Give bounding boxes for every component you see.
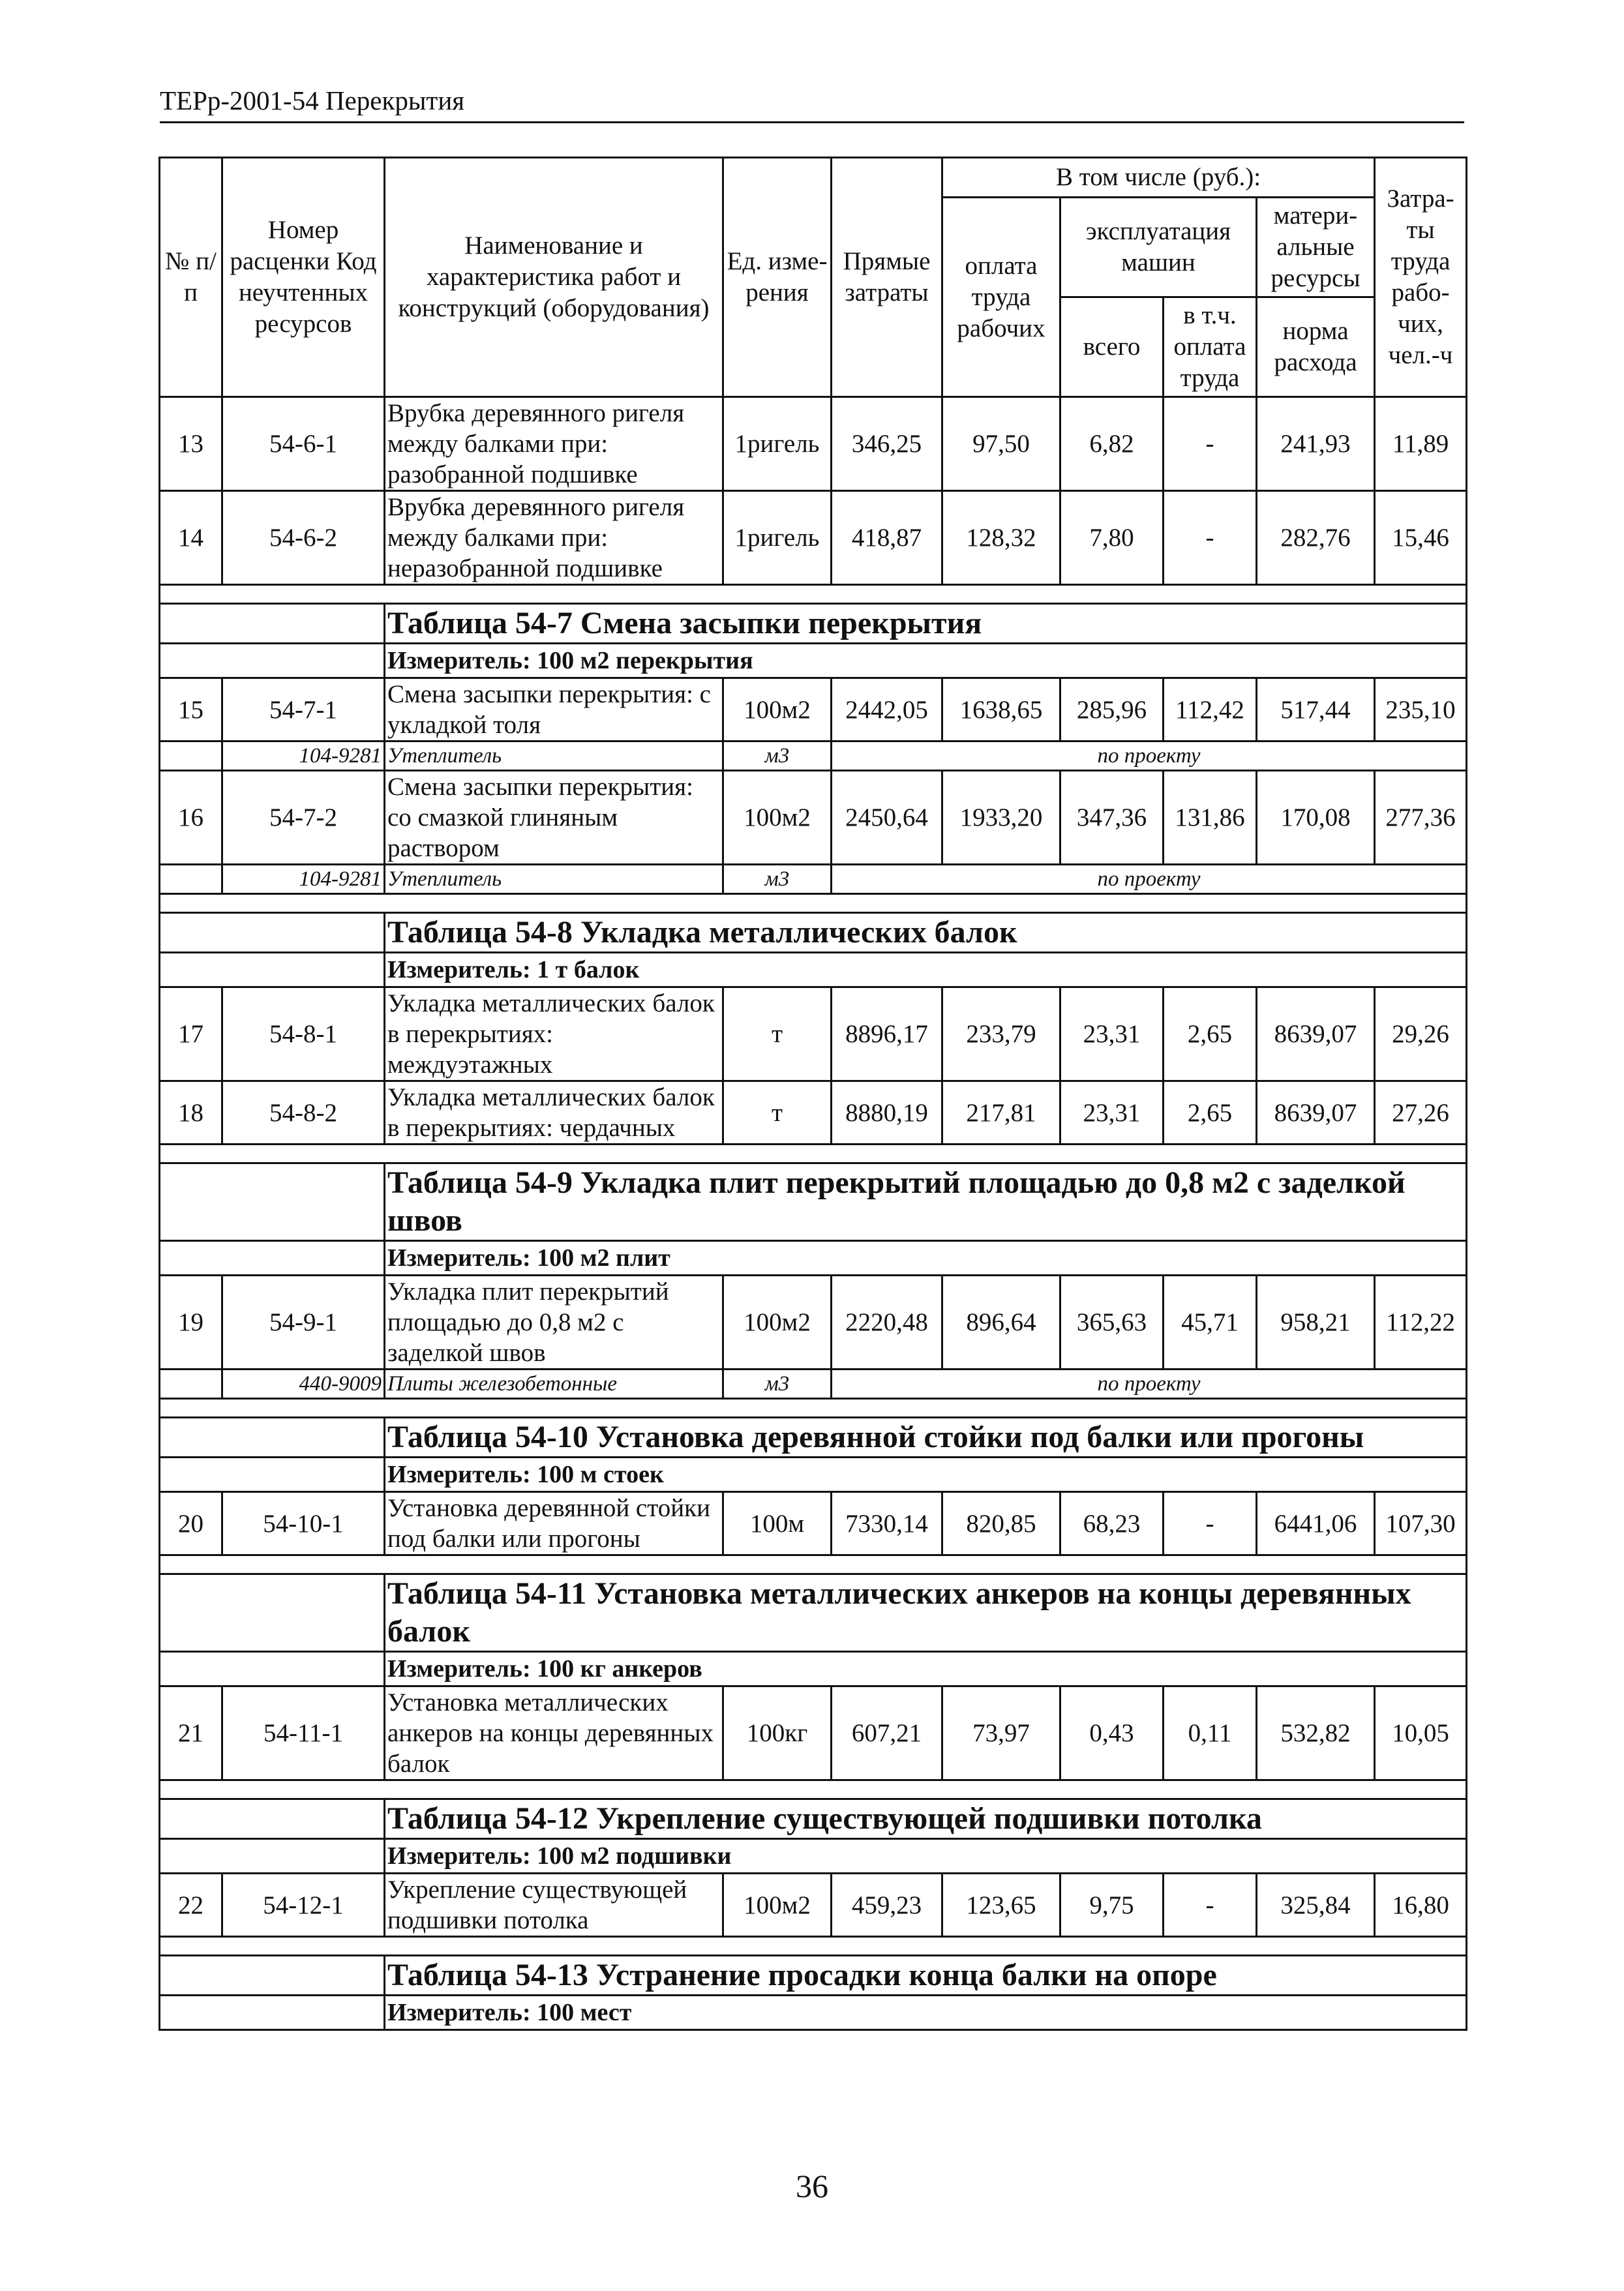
row-number: 20 [160, 1492, 222, 1555]
unit: 1ригель [723, 397, 832, 491]
machines-labor-pay: - [1164, 397, 1257, 491]
section-title-row [160, 604, 1467, 644]
section-title-row [160, 1418, 1467, 1458]
direct-costs: 8880,19 [832, 1081, 942, 1145]
row-number: 22 [160, 1874, 222, 1937]
header-direct-costs: Прямые затраты [832, 158, 942, 397]
labor-hours: 15,46 [1375, 491, 1467, 585]
machines-labor-pay: - [1164, 1874, 1257, 1937]
section-meter: Измеритель: 100 м2 подшивки [385, 1839, 1467, 1874]
table-row [160, 1081, 1467, 1145]
section-title-row [160, 1574, 1467, 1652]
machines-total: 9,75 [1060, 1874, 1164, 1937]
row-number: 19 [160, 1276, 222, 1370]
unit: 100м2 [723, 771, 832, 865]
resource-blank [160, 1370, 222, 1399]
blank-cell [160, 1996, 385, 2030]
row-number: 18 [160, 1081, 222, 1145]
row-number: 16 [160, 771, 222, 865]
header-machines-incl-pay: в т.ч. оплата труда [1164, 297, 1257, 397]
blank-cell [160, 1163, 385, 1241]
header-materials-norm: норма расхода [1257, 297, 1375, 397]
section-meter-row [160, 1652, 1467, 1686]
unit: 100м2 [723, 1276, 832, 1370]
work-description: Укладка плит перекрытий площадью до 0,8 м2 с заделкой швов [385, 1276, 723, 1370]
section-meter-row [160, 1839, 1467, 1874]
rate-code: 54-7-2 [222, 771, 385, 865]
machines-total: 347,36 [1060, 771, 1164, 865]
table-header-row-1 [160, 158, 1467, 198]
section-meter: Измеритель: 100 мест [385, 1996, 1467, 2030]
header-machines-total: всего [1060, 297, 1164, 397]
machines-labor-pay: 2,65 [1164, 1081, 1257, 1145]
blank-cell [160, 1418, 385, 1458]
rate-code: 54-9-1 [222, 1276, 385, 1370]
blank-row [160, 1399, 1467, 1418]
page-header: ТЕРр-2001-54 Перекрытия [160, 83, 1464, 123]
unit: т [723, 987, 832, 1081]
machines-labor-pay: 0,11 [1164, 1686, 1257, 1780]
labor-hours: 277,36 [1375, 771, 1467, 865]
table-row [160, 1492, 1467, 1555]
table-row [160, 491, 1467, 585]
materials: 282,76 [1257, 491, 1375, 585]
machines-labor-pay: 112,42 [1164, 678, 1257, 741]
resource-name: Плиты железобетонные [385, 1370, 723, 1399]
direct-costs: 607,21 [832, 1686, 942, 1780]
row-number: 17 [160, 987, 222, 1081]
rates-table [158, 157, 1467, 2031]
materials: 241,93 [1257, 397, 1375, 491]
header-including: В том числе (руб.): [942, 158, 1375, 198]
blank-cell [160, 913, 385, 953]
direct-costs: 346,25 [832, 397, 942, 491]
blank-cell [160, 1652, 385, 1686]
blank-cell [160, 604, 385, 644]
resource-blank [160, 865, 222, 894]
header-unit: Ед. изме-рения [723, 158, 832, 397]
section-meter-row [160, 1241, 1467, 1276]
blank-cell [160, 1780, 1467, 1799]
section-meter-row [160, 1458, 1467, 1492]
labor-pay: 128,32 [942, 491, 1060, 585]
labor-hours: 27,26 [1375, 1081, 1467, 1145]
blank-row [160, 894, 1467, 913]
rates-table-container [158, 157, 1466, 2031]
row-number: 13 [160, 397, 222, 491]
resource-name: Утеплитель [385, 741, 723, 771]
table-row [160, 987, 1467, 1081]
rate-code: 54-8-2 [222, 1081, 385, 1145]
table-row [160, 397, 1467, 491]
section-meter: Измеритель: 100 м стоек [385, 1458, 1467, 1492]
section-title-row [160, 1799, 1467, 1839]
header-num: № п/п [160, 158, 222, 397]
section-meter: Измеритель: 100 м2 перекрытия [385, 644, 1467, 678]
blank-cell [160, 644, 385, 678]
resource-unit: м3 [723, 741, 832, 771]
table-row [160, 771, 1467, 865]
resource-note: по проекту [832, 1370, 1467, 1399]
labor-hours: 10,05 [1375, 1686, 1467, 1780]
resource-code: 104-9281 [222, 865, 385, 894]
work-description: Укрепление существующей подшивки потолка [385, 1874, 723, 1937]
table-row [160, 1276, 1467, 1370]
work-description: Смена засыпки перекрытия: со смазкой глиняным раствором [385, 771, 723, 865]
resource-blank [160, 741, 222, 771]
labor-hours: 235,10 [1375, 678, 1467, 741]
machines-total: 7,80 [1060, 491, 1164, 585]
machines-total: 23,31 [1060, 1081, 1164, 1145]
direct-costs: 418,87 [832, 491, 942, 585]
rate-code: 54-6-1 [222, 397, 385, 491]
rate-code: 54-6-2 [222, 491, 385, 585]
row-number: 14 [160, 491, 222, 585]
resource-unit: м3 [723, 865, 832, 894]
labor-pay: 896,64 [942, 1276, 1060, 1370]
blank-cell [160, 1574, 385, 1652]
machines-total: 6,82 [1060, 397, 1164, 491]
work-description: Укладка металлических балок в перекрытиях: междуэтажных [385, 987, 723, 1081]
table-row [160, 678, 1467, 741]
materials: 517,44 [1257, 678, 1375, 741]
blank-cell [160, 1145, 1467, 1163]
labor-pay: 1638,65 [942, 678, 1060, 741]
row-number: 21 [160, 1686, 222, 1780]
labor-hours: 107,30 [1375, 1492, 1467, 1555]
blank-cell [160, 585, 1467, 604]
unit: 100м2 [723, 678, 832, 741]
rate-code: 54-8-1 [222, 987, 385, 1081]
materials: 958,21 [1257, 1276, 1375, 1370]
resource-note: по проекту [832, 741, 1467, 771]
materials: 325,84 [1257, 1874, 1375, 1937]
blank-cell [160, 1956, 385, 1996]
resource-unit: м3 [723, 1370, 832, 1399]
header-labor-hours: Затра-ты труда рабо-чих, чел.-ч [1375, 158, 1467, 397]
rate-code: 54-12-1 [222, 1874, 385, 1937]
resource-code: 440-9009 [222, 1370, 385, 1399]
blank-cell [160, 1458, 385, 1492]
blank-row [160, 1937, 1467, 1956]
blank-cell [160, 1399, 1467, 1418]
blank-cell [160, 1937, 1467, 1956]
section-title-row [160, 1956, 1467, 1996]
machines-total: 365,63 [1060, 1276, 1164, 1370]
section-title: Таблица 54-7 Смена засыпки перекрытия [385, 604, 1467, 644]
direct-costs: 459,23 [832, 1874, 942, 1937]
section-meter: Измеритель: 100 м2 плит [385, 1241, 1467, 1276]
resource-row [160, 865, 1467, 894]
direct-costs: 8896,17 [832, 987, 942, 1081]
resource-code: 104-9281 [222, 741, 385, 771]
section-title: Таблица 54-13 Устранение просадки конца балки на опоре [385, 1956, 1467, 1996]
machines-labor-pay: - [1164, 1492, 1257, 1555]
labor-pay: 97,50 [942, 397, 1060, 491]
work-description: Врубка деревянного ригеля между балками при: неразобранной подшивке [385, 491, 723, 585]
section-meter-row [160, 953, 1467, 987]
labor-hours: 16,80 [1375, 1874, 1467, 1937]
resource-note: по проекту [832, 865, 1467, 894]
section-meter: Измеритель: 100 кг анкеров [385, 1652, 1467, 1686]
section-title: Таблица 54-12 Укрепление существующей подшивки потолка [385, 1799, 1467, 1839]
labor-pay: 820,85 [942, 1492, 1060, 1555]
unit: т [723, 1081, 832, 1145]
blank-row [160, 1555, 1467, 1574]
work-description: Установка деревянной стойки под балки или прогоны [385, 1492, 723, 1555]
table-row [160, 1686, 1467, 1780]
resource-row [160, 741, 1467, 771]
rate-code: 54-11-1 [222, 1686, 385, 1780]
blank-cell [160, 1799, 385, 1839]
labor-hours: 112,22 [1375, 1276, 1467, 1370]
blank-cell [160, 1555, 1467, 1574]
blank-cell [160, 953, 385, 987]
unit: 100м [723, 1492, 832, 1555]
labor-hours: 29,26 [1375, 987, 1467, 1081]
machines-labor-pay: - [1164, 491, 1257, 585]
blank-row [160, 1145, 1467, 1163]
machines-labor-pay: 2,65 [1164, 987, 1257, 1081]
section-title: Таблица 54-9 Укладка плит перекрытий площадью до 0,8 м2 с заделкой швов [385, 1163, 1467, 1241]
labor-pay: 233,79 [942, 987, 1060, 1081]
work-description: Врубка деревянного ригеля между балками при: разобранной подшивке [385, 397, 723, 491]
materials: 6441,06 [1257, 1492, 1375, 1555]
machines-total: 285,96 [1060, 678, 1164, 741]
unit: 100м2 [723, 1874, 832, 1937]
section-title-row [160, 1163, 1467, 1241]
section-title: Таблица 54-8 Укладка металлических балок [385, 913, 1467, 953]
header-labor-pay: оплата труда рабочих [942, 198, 1060, 397]
page-number: 36 [796, 2168, 828, 2204]
section-meter-row [160, 1996, 1467, 2030]
blank-cell [160, 1241, 385, 1276]
work-description: Смена засыпки перекрытия: с укладкой толя [385, 678, 723, 741]
blank-cell [160, 1839, 385, 1874]
section-title: Таблица 54-11 Установка металлических анкеров на концы деревянных балок [385, 1574, 1467, 1652]
resource-row [160, 1370, 1467, 1399]
labor-hours: 11,89 [1375, 397, 1467, 491]
section-title: Таблица 54-10 Установка деревянной стойки под балки или прогоны [385, 1418, 1467, 1458]
machines-labor-pay: 45,71 [1164, 1276, 1257, 1370]
rate-code: 54-7-1 [222, 678, 385, 741]
work-description: Установка металлических анкеров на концы деревянных балок [385, 1686, 723, 1780]
direct-costs: 2442,05 [832, 678, 942, 741]
table-row [160, 1874, 1467, 1937]
labor-pay: 73,97 [942, 1686, 1060, 1780]
work-description: Укладка металлических балок в перекрытиях: чердачных [385, 1081, 723, 1145]
machines-total: 68,23 [1060, 1492, 1164, 1555]
materials: 170,08 [1257, 771, 1375, 865]
blank-row [160, 1780, 1467, 1799]
direct-costs: 2220,48 [832, 1276, 942, 1370]
direct-costs: 7330,14 [832, 1492, 942, 1555]
materials: 8639,07 [1257, 987, 1375, 1081]
materials: 8639,07 [1257, 1081, 1375, 1145]
machines-labor-pay: 131,86 [1164, 771, 1257, 865]
row-number: 15 [160, 678, 222, 741]
blank-row [160, 585, 1467, 604]
blank-cell [160, 894, 1467, 913]
rate-code: 54-10-1 [222, 1492, 385, 1555]
resource-name: Утеплитель [385, 865, 723, 894]
header-materials: матери-альные ресурсы [1257, 198, 1375, 297]
header-code: Номер расценки Код неучтенных ресурсов [222, 158, 385, 397]
materials: 532,82 [1257, 1686, 1375, 1780]
labor-pay: 217,81 [942, 1081, 1060, 1145]
machines-total: 0,43 [1060, 1686, 1164, 1780]
header-name: Наименование и характеристика работ и конструкций (оборудования) [385, 158, 723, 397]
unit: 1ригель [723, 491, 832, 585]
header-machines: эксплуатация машин [1060, 198, 1257, 297]
section-meter: Измеритель: 1 т балок [385, 953, 1467, 987]
section-title-row [160, 913, 1467, 953]
labor-pay: 1933,20 [942, 771, 1060, 865]
direct-costs: 2450,64 [832, 771, 942, 865]
labor-pay: 123,65 [942, 1874, 1060, 1937]
unit: 100кг [723, 1686, 832, 1780]
machines-total: 23,31 [1060, 987, 1164, 1081]
section-meter-row [160, 644, 1467, 678]
